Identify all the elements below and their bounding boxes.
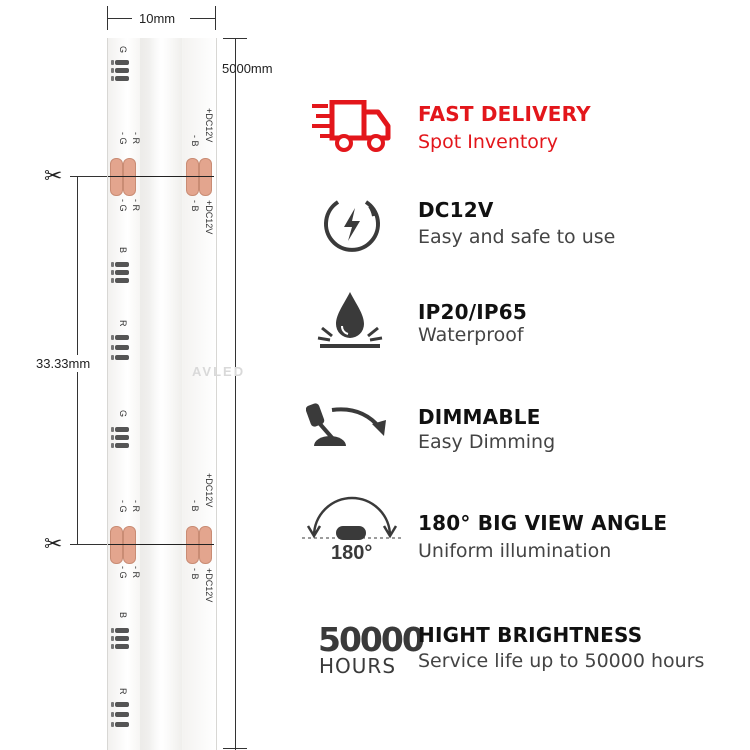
width-dim-right-tick (215, 6, 216, 30)
cut-spacing-top-tick (70, 176, 110, 177)
delivery-truck-icon (312, 100, 392, 154)
length-dim-bottom-tick (223, 748, 247, 749)
strip-label-neg-b: - B (190, 200, 200, 212)
cut-spacing-bottom-tick (70, 544, 110, 545)
strip-label-dc: +DC12V (204, 108, 214, 143)
solder-pad (123, 158, 136, 196)
cut-spacing-label: 33.33mm (36, 356, 91, 371)
scissors-icon: ✂ (44, 531, 63, 556)
solder-pad (199, 158, 212, 196)
strip-label-neg-b: - B (190, 135, 200, 147)
length-dim-line (235, 38, 236, 750)
strip-label-r: R (118, 688, 128, 695)
strip-cob-glow (140, 38, 182, 750)
strip-label-g: G (118, 410, 128, 418)
feature-subtitle-delivery: Spot Inventory (418, 131, 558, 153)
lightning-icon (322, 194, 382, 254)
strip-label-b: B (118, 612, 128, 619)
feature-subtitle-view-angle: Uniform illumination (418, 540, 612, 562)
strip-label-neg-r: - R (131, 500, 141, 512)
scissors-icon: ✂ (44, 163, 63, 188)
led-chip (115, 60, 129, 65)
led-chip (115, 270, 129, 275)
strip-label-dc: +DC12V (204, 200, 214, 235)
solder-pad (110, 526, 123, 564)
feature-title-view-angle: 180° BIG VIEW ANGLE (418, 511, 668, 535)
hours-number: 50000 (318, 620, 423, 659)
feature-subtitle-dimmable: Easy Dimming (418, 431, 556, 453)
strip-label-neg-g: - G (118, 500, 128, 513)
led-chip (115, 427, 129, 432)
led-chip (115, 278, 129, 283)
led-chip (115, 262, 129, 267)
led-chip (115, 628, 129, 633)
feature-title-ip: IP20/IP65 (418, 300, 527, 324)
led-chip (115, 355, 129, 360)
strip-label-r: R (118, 320, 128, 327)
led-chip (115, 335, 129, 340)
strip-label-dc: +DC12V (204, 568, 214, 603)
strip-label-g: G (118, 46, 128, 54)
feature-subtitle-brightness: Service life up to 50000 hours (418, 650, 705, 672)
feature-subtitle-ip: Waterproof (418, 324, 524, 346)
strip-label-neg-r: - R (131, 566, 141, 578)
led-chip (115, 644, 129, 649)
cut-line (108, 176, 214, 177)
led-chip (115, 435, 129, 440)
led-chip (115, 702, 129, 707)
hours-unit: HOURS (319, 654, 397, 678)
feature-title-brightness: HIGHT BRIGHTNESS (418, 623, 643, 647)
strip-label-neg-r: - R (131, 132, 141, 144)
strip-label-neg-g: - G (118, 199, 128, 212)
solder-pad (186, 158, 199, 196)
width-label: 10mm (139, 11, 176, 26)
led-chip (115, 443, 129, 448)
led-chip (115, 712, 129, 717)
strip-label-neg-g: - G (118, 566, 128, 579)
strip-label-b: B (118, 247, 128, 254)
solder-pad (186, 526, 199, 564)
width-dim-line-right (190, 18, 215, 19)
feature-subtitle-voltage: Easy and safe to use (418, 226, 616, 248)
led-chip (115, 722, 129, 727)
strip-label-neg-b: - B (190, 568, 200, 580)
width-dim-line-left (108, 18, 132, 19)
solder-pad (123, 526, 136, 564)
feature-title-delivery: FAST DELIVERY (418, 102, 591, 126)
view-angle-icon (302, 492, 402, 542)
feature-title-voltage: DC12V (418, 198, 494, 222)
strip-label-neg-b: - B (190, 500, 200, 512)
dimmer-knob-icon (306, 400, 390, 450)
solder-pad (199, 526, 212, 564)
cut-line (108, 544, 214, 545)
solder-pad (110, 158, 123, 196)
length-label: 5000mm (222, 61, 273, 76)
strip-label-neg-g: - G (118, 132, 128, 145)
led-chip (115, 345, 129, 350)
water-drop-icon (316, 290, 384, 350)
watermark: AVLED (192, 364, 246, 379)
strip-label-neg-r: - R (131, 199, 141, 211)
led-chip (115, 636, 129, 641)
led-chip (115, 76, 129, 81)
view-angle-value: 180° (331, 542, 373, 564)
strip-label-dc: +DC12V (204, 473, 214, 508)
feature-title-dimmable: DIMMABLE (418, 405, 541, 429)
led-chip (115, 68, 129, 73)
